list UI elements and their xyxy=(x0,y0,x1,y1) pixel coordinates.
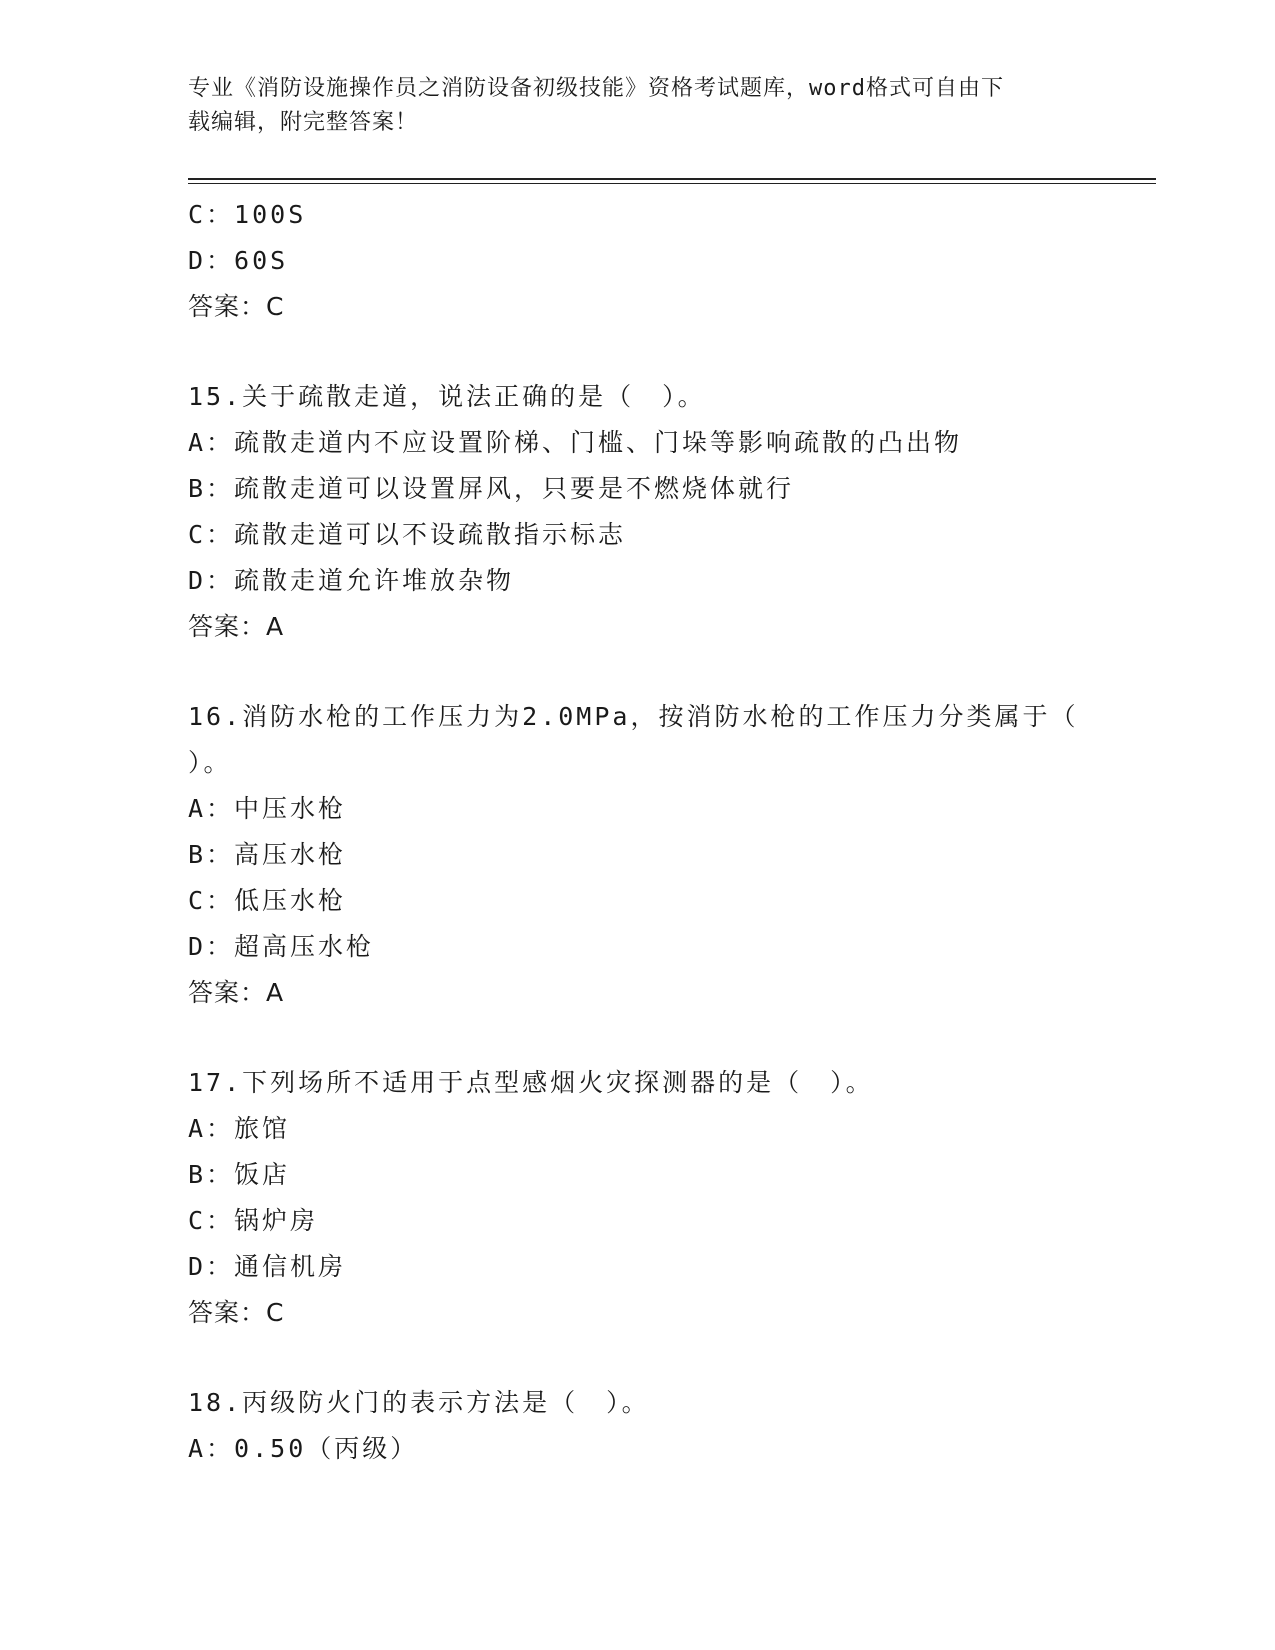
option-line: D：通信机房 xyxy=(188,1252,347,1281)
header-divider-thin xyxy=(188,183,1156,184)
question-text: ）。 xyxy=(188,748,232,777)
question-text: 16.消防水枪的工作压力为2.0MPa，按消防水枪的工作压力分类属于（ xyxy=(188,702,1079,731)
option-line: C：疏散走道可以不设疏散指示标志 xyxy=(188,520,627,549)
option-line: B：疏散走道可以设置屏风，只要是不燃烧体就行 xyxy=(188,474,795,503)
question-text: 17.下列场所不适用于点型感烟火灾探测器的是（ ）。 xyxy=(188,1068,874,1097)
option-line: A：疏散走道内不应设置阶梯、门槛、门垛等影响疏散的凸出物 xyxy=(188,428,963,457)
header-divider-thick xyxy=(188,178,1156,180)
option-line: A：旅馆 xyxy=(188,1114,291,1143)
question-spacer xyxy=(188,1336,1118,1380)
question-spacer xyxy=(188,1016,1118,1060)
option-line: D：疏散走道允许堆放杂物 xyxy=(188,566,515,595)
option-line: B：高压水枪 xyxy=(188,840,347,869)
option-line: C：低压水枪 xyxy=(188,886,347,915)
option-line: A：中压水枪 xyxy=(188,794,347,823)
answer-line: 答案：A xyxy=(188,612,285,641)
answer-line: 答案：C xyxy=(188,1298,285,1327)
option-line: B：饭店 xyxy=(188,1160,291,1189)
question-spacer xyxy=(188,330,1118,374)
option-line: C：100S xyxy=(188,200,307,229)
question-list xyxy=(188,192,1118,1472)
header-line-1: 专业《消防设施操作员之消防设备初级技能》资格考试题库，word格式可自由下 xyxy=(188,76,1004,101)
document-header xyxy=(188,72,1088,140)
option-line: D：超高压水枪 xyxy=(188,932,375,961)
answer-line: 答案：A xyxy=(188,978,285,1007)
question-spacer xyxy=(188,650,1118,694)
option-line: D：60S xyxy=(188,246,289,275)
question-text: 18.丙级防火门的表示方法是（ ）。 xyxy=(188,1388,650,1417)
question-text: 15.关于疏散走道，说法正确的是（ ）。 xyxy=(188,382,706,411)
header-line-2: 载编辑，附完整答案！ xyxy=(188,110,419,135)
option-line: A：0.50（丙级） xyxy=(188,1434,419,1463)
answer-line: 答案：C xyxy=(188,292,285,321)
option-line: C：锅炉房 xyxy=(188,1206,319,1235)
